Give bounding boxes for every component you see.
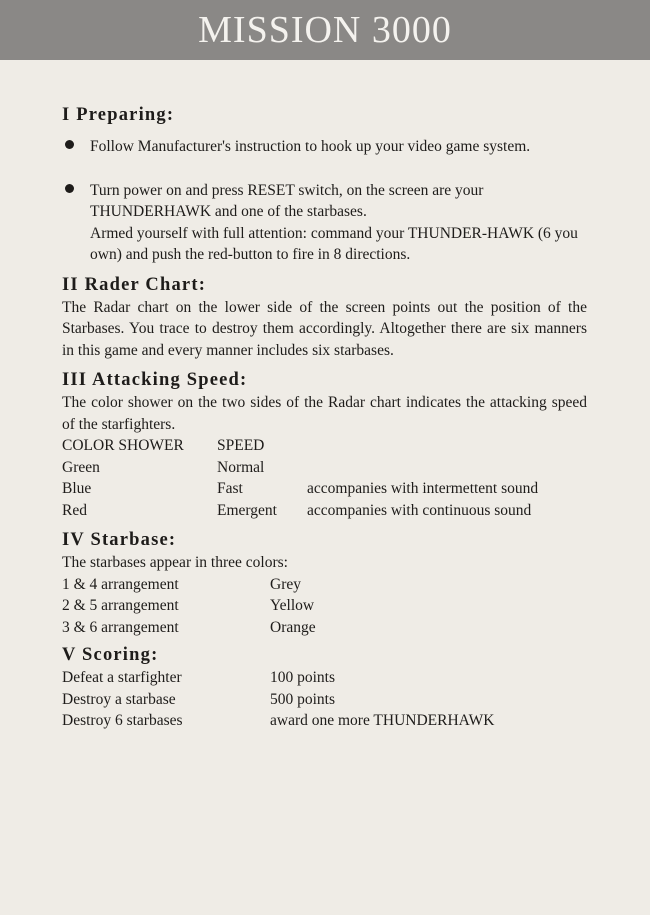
section-preparing-title: I Preparing:: [62, 105, 175, 125]
table-row: [62, 689, 587, 711]
table-row: [62, 478, 587, 500]
cell-action: Destroy 6 starbases: [62, 712, 183, 729]
bullet-text: Armed yourself with full attention: command your THUNDER-HAWK (6 you own) and push the red-button to fire in 8 directions.: [90, 224, 578, 263]
bullet-item: [62, 180, 587, 266]
table-row: [62, 574, 587, 596]
page-title: MISSION 3000: [198, 9, 452, 51]
cell-points: award one more THUNDERHAWK: [270, 712, 495, 729]
table-row: [62, 500, 587, 522]
bullet-item: [62, 136, 587, 158]
cell-arrangement: 2 & 5 arrangement: [62, 597, 179, 614]
cell-action: Destroy a starbase: [62, 690, 176, 708]
bullet-text: Turn power on and press RESET switch, on the screen are your THUNDERHAWK and one of the starbases.: [90, 181, 484, 220]
cell-speed: Normal: [217, 458, 265, 476]
section-speed-title: III Attacking Speed:: [62, 370, 248, 390]
cell-color: Grey: [270, 575, 301, 593]
section-radar-title: II Rader Chart:: [62, 274, 207, 295]
speed-paragraph: The color shower on the two sides of the Radar chart indicates the attacking speed of the starfighters.: [62, 394, 587, 433]
manual-content: [62, 103, 587, 732]
cell-note: [307, 457, 587, 479]
cell-action: Defeat a starfighter: [62, 669, 182, 686]
header-color-shower: COLOR SHOWER: [62, 437, 184, 454]
starbase-paragraph: The starbases appear in three colors:: [62, 554, 288, 571]
speed-table-header: [62, 435, 587, 457]
title-banner: [0, 0, 650, 60]
cell-arrangement: 3 & 6 arrangement: [62, 618, 179, 636]
cell-arrangement: 1 & 4 arrangement: [62, 575, 179, 593]
table-row: [62, 457, 587, 479]
cell-points: 500 points: [270, 690, 336, 708]
cell-color: Orange: [270, 618, 316, 636]
section-starbase-title: IV Starbase:: [62, 530, 177, 550]
cell-note: accompanies with continuous sound: [307, 501, 532, 519]
cell-points: 100 points: [270, 669, 336, 686]
cell-color: Yellow: [270, 597, 315, 614]
table-row: [62, 595, 587, 617]
cell-color: Red: [62, 501, 87, 519]
cell-speed: Fast: [217, 480, 243, 497]
section-scoring-title: V Scoring:: [62, 645, 159, 665]
table-row: [62, 617, 587, 639]
table-row: [62, 710, 587, 732]
bullet-icon: [65, 140, 74, 149]
bullet-text: Follow Manufacturer's instruction to hook up your video game system.: [90, 138, 531, 155]
radar-paragraph: The Radar chart on the lower side of the screen points out the position of the Starbases. You trace to destroy them accordingly. Altogether there are six manners in this game and every manner includes six starbases.: [62, 298, 587, 359]
cell-note: accompanies with intermettent sound: [307, 480, 539, 497]
cell-speed: Emergent: [217, 501, 277, 519]
header-speed: SPEED: [217, 437, 265, 454]
bullet-icon: [65, 184, 74, 193]
cell-color: Blue: [62, 480, 92, 497]
cell-color: Green: [62, 458, 100, 476]
table-row: [62, 667, 587, 689]
